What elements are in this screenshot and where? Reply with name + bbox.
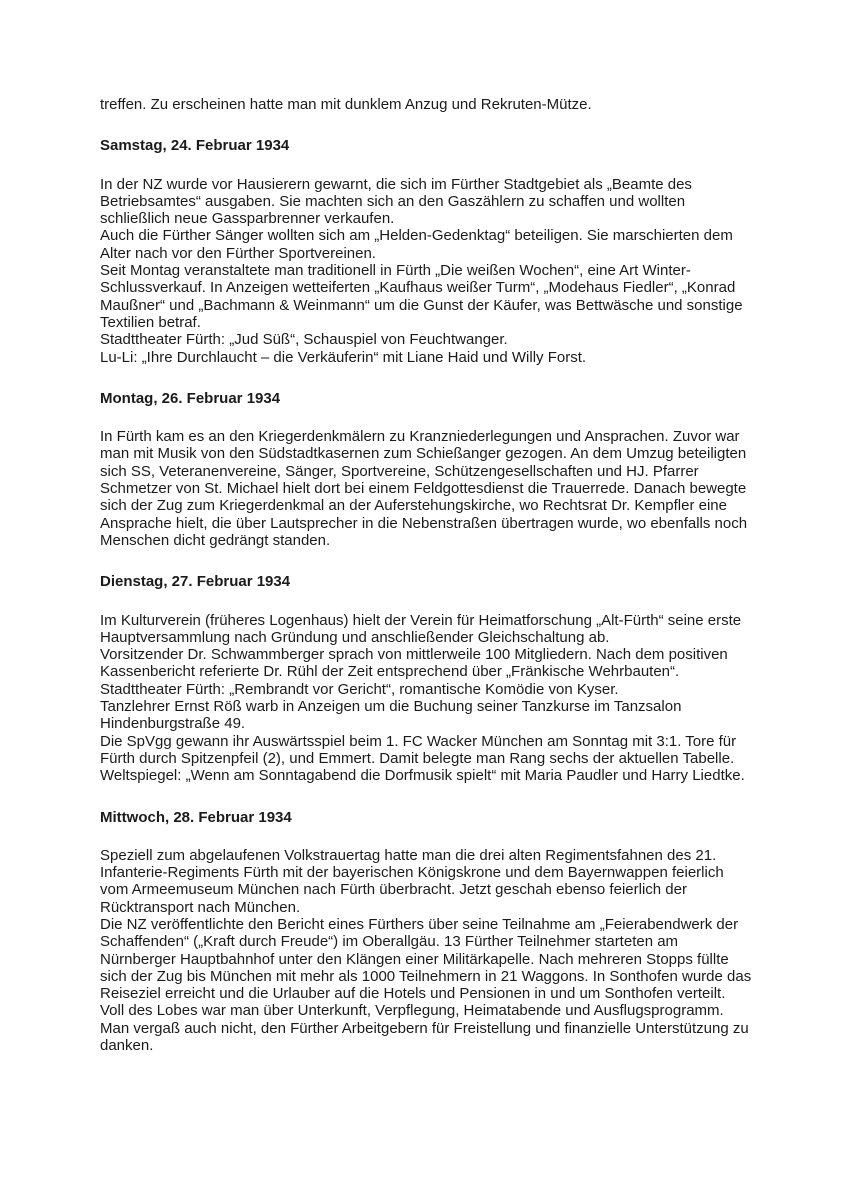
- section-heading: Mittwoch, 28. Februar 1934: [100, 808, 292, 826]
- entry-paragraph: Auch die Fürther Sänger wollten sich am „Helden-Gedenktag“ beteiligen. Sie marschierten dem Alter nach vor den Fürther Sportvereinen.: [100, 227, 733, 262]
- section-heading: Dienstag, 27. Februar 1934: [100, 573, 291, 591]
- entry-paragraph: Lu-Li: „Ihre Durchlaucht – die Verkäuferin“ mit Liane Haid und Willy Forst.: [100, 348, 587, 366]
- entry-paragraph: Stadttheater Fürth: „Rembrandt vor Gericht“, romantische Komödie von Kyser.: [100, 680, 619, 698]
- section-body: [100, 612, 752, 785]
- entry-paragraph: Vorsitzender Dr. Schwammberger sprach von mittlerweile 100 Mitgliedern. Nach dem positiven Kassenbericht referierte Dr. Rühl der Zeit entsprechend über „Fränkische Wehrbauten“.: [100, 646, 728, 681]
- entry-paragraph: Seit Montag veranstaltete man traditionell in Fürth „Die weißen Wochen“, eine Art Winter-Schlussverkauf. In Anzeigen wetteiferten „Kaufhaus weißer Turm“, „Modehaus Fiedler“, „Konrad Maußner“ und „Bachmann & Weinmann“ um die Gunst der Käufer, was Bettwäsche und sonstige Textilien betraf.: [100, 262, 743, 331]
- section-montag-26-februar-1934: [100, 390, 752, 549]
- section-samstag-24-februar-1934: [100, 137, 752, 366]
- entry-paragraph: Die SpVgg gewann ihr Auswärtsspiel beim 1. FC Wacker München am Sonntag mit 3:1. Tore für Fürth durch Spitzenpfeil (2), und Emmert. Damit belegte man Rang sechs der aktuellen Tabelle.: [100, 732, 737, 767]
- section-dienstag-27-februar-1934: [100, 573, 752, 784]
- entry-paragraph: Im Kulturverein (früheres Logenhaus) hielt der Verein für Heimatforschung „Alt-Fürth“ seine erste Hauptversammlung nach Gründung und anschließender Gleichschaltung ab.: [100, 611, 742, 646]
- section-body: [100, 847, 752, 1055]
- section-heading: Montag, 26. Februar 1934: [100, 389, 281, 407]
- entry-paragraph: In Fürth kam es an den Kriegerdenkmälern zu Kranzniederlegungen und Ansprachen. Zuvor war man mit Musik von den Südstadtkasernen zum Schießanger gezogen. An dem Umzug beteiligten sich SS, Veteranenvereine, Sänger, Sportvereine, Schützengesellschaften und HJ. Pfarrer Schmetzer von St. Michael hielt dort bei einem Feldgottesdienst die Trauerrede. Danach bewegte sich der Zug zum Kriegerdenkmal an der Auferstehungskirche, wo Rechtsrat Dr. Kempfler eine Ansprache hielt, die über Lautsprecher in die Nebenstraßen übertragen wurde, wo ebenfalls noch Menschen dicht gedrängt standen.: [100, 428, 748, 549]
- entry-paragraph: Tanzlehrer Ernst Röß warb in Anzeigen um die Buchung seiner Tanzkurse im Tanzsalon Hindenburgstraße 49.: [100, 698, 682, 733]
- entry-paragraph: Stadttheater Fürth: „Jud Süß“, Schauspiel von Feuchtwanger.: [100, 331, 508, 349]
- entry-paragraph: Die NZ veröffentlichte den Bericht eines Fürthers über seine Teilnahme am „Feierabendwerk der Schaffenden“ („Kraft durch Freude“) im Oberallgäu. 13 Fürther Teilnehmer starteten am Nürnberger Hauptbahnhof unter den Klängen einer Militärkapelle. Nach mehreren Stopps füllte sich der Zug bis München mit mehr als 1000 Teilnehmern in 21 Waggons. In Sonthofen wurde das Reiseziel erreicht und die Urlauber auf die Hotels und Pensionen in und um Sonthofen verteilt. Voll des Lobes war man über Unterkunft, Verpflegung, Heimatabende und Ausflugsprogramm. Man vergaß auch nicht, den Fürther Arbeitgebern für Freistellung und finanzielle Unterstützung zu danken.: [100, 915, 752, 1055]
- section-heading: Samstag, 24. Februar 1934: [100, 137, 290, 155]
- section-body: [100, 428, 752, 549]
- entry-paragraph: Speziell zum abgelaufenen Volkstrauertag hatte man die drei alten Regimentsfahnen des 21. Infanterie-Regiments Fürth mit der bayerischen Königskrone und dem Bayernwappen feierlich vom Armeemuseum München nach Fürth überbracht. Jetzt geschah ebenso feierlich der Rücktransport nach München.: [100, 846, 724, 916]
- section-body: [100, 176, 752, 366]
- intro-paragraph: treffen. Zu erscheinen hatte man mit dunklem Anzug und Rekruten-Mütze.: [100, 96, 592, 113]
- entry-paragraph: Weltspiegel: „Wenn am Sonntagabend die Dorfmusik spielt“ mit Maria Paudler und Harry Liedtke.: [100, 767, 745, 785]
- entry-paragraph: In der NZ wurde vor Hausierern gewarnt, die sich im Fürther Stadtgebiet als „Beamte des Betriebsamtes“ ausgaben. Sie machten sich an den Gaszählern zu schaffen und wollten schließlich neue Gassparbrenner verkaufen.: [100, 175, 692, 228]
- section-mittwoch-28-februar-1934: [100, 809, 752, 1055]
